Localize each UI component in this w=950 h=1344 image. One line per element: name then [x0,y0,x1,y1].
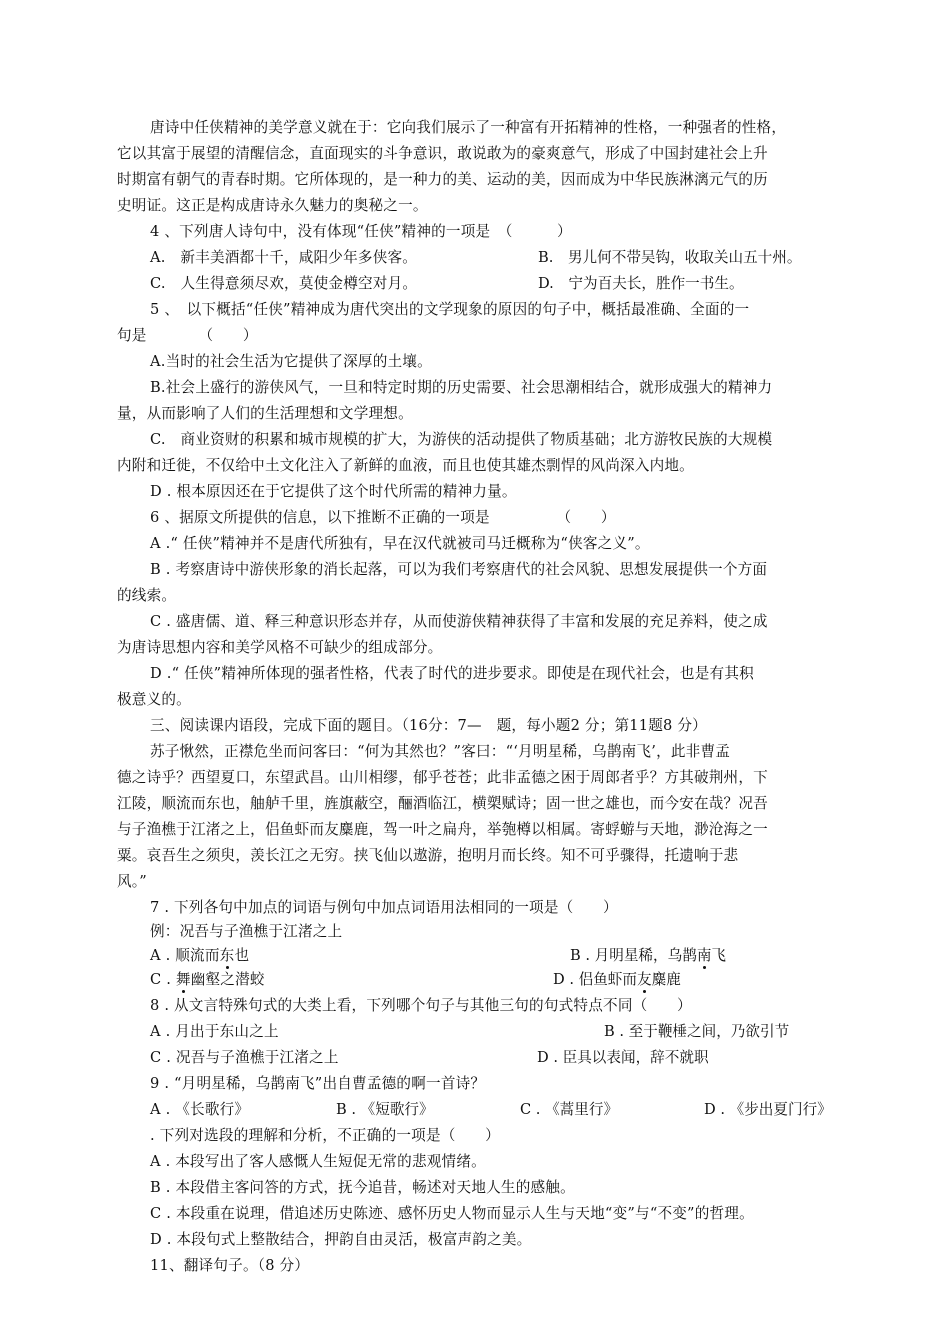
excerpt-line: 苏子愀然，正襟危坐而问客曰：“何为其然也？”客曰：“‘月明星稀，乌鹊南飞’，此非曹孟 [150,743,731,760]
q7-stem: 7 . 下列各句中加点的词语与例句中加点词语用法相同的一项是（ ） [150,899,618,916]
excerpt-line: 江陵，顺流而东也，舳舻千里，旌旗蔽空，酾酒临江，横槊赋诗；固一世之雄也，而今安在哉？况吾 [117,795,768,812]
excerpt-line: 与子渔樵于江渚之上，侣鱼虾而友麋鹿，驾一叶之扁舟，举匏樽以相属。寄蜉蝣与天地，渺沧海之一 [117,821,768,838]
q4-option-b: B. 男儿何不带吴钩，收取关山五十州。 [538,249,802,266]
q6-stem: 6 、据原文所提供的信息，以下推断不正确的一项是 （ ） [150,509,616,526]
passage-line: 史明证。这正是构成唐诗永久魅力的奥秘之一。 [117,197,428,214]
q4-stem: 4 、下列唐人诗句中，没有体现“任侠”精神的一项是 （ ） [150,223,572,240]
q6-option-c: 为唐诗思想内容和美学风格不可缺少的组成部分。 [117,639,443,656]
option-text: D . 侣鱼虾而 [553,971,637,988]
q10-option-b: B . 本段借主客问答的方式，抚今追昔，畅述对天地人生的感触。 [150,1179,575,1196]
option-text: A . 顺流而 [150,947,220,964]
q7-example: 例：况吾与子渔樵于江渚之上 [150,923,343,940]
q5-stem: 句是 （ ） [117,327,258,344]
q9-stem: 9 . “月明星稀，乌鹊南飞”出自曹孟德的啊一首诗？ [150,1075,486,1092]
option-text: 麋鹿 [651,971,681,988]
passage-line: 它以其富于展望的清醒信念，直面现实的斗争意识，敢说敢为的豪爽意气，形成了中国封建社会上升 [117,145,768,162]
q5-stem: 5 、 以下概括“任侠”精神成为唐代突出的文学现象的原因的句子中，概括最准确、全面的一 [150,301,750,318]
excerpt-line: 德之诗乎？西望夏口，东望武昌。山川相缪，郁乎苍苍；此非孟德之困于周郎者乎？方其破荆州，下 [117,769,768,786]
option-text: 也 [234,947,250,964]
option-text: 幽壑之潜蛟 [190,971,265,988]
passage-line: 时期富有朝气的青春时期。它所体现的，是一种力的美、运动的美，因而成为中华民族淋漓元气的历 [117,171,768,188]
q7-option-c [150,970,265,990]
q7-option-a [150,946,249,966]
q7-option-b [570,946,726,966]
option-text: B . 月明星稀，乌鹊 [570,947,697,964]
q9-option-a: A . 《长歌行》 [150,1101,250,1118]
dotted-word: 东 [219,947,235,964]
q4-option-a: A. 新丰美酒都十千，咸阳少年多侠客。 [150,249,418,266]
q8-option-c: C . 况吾与子渔樵于江渚之上 [150,1049,339,1066]
q8-stem: 8 . 从文言特殊句式的大类上看，下列哪个句子与其他三句的句式特点不同（ ） [150,997,692,1014]
q6-option-c: C . 盛唐儒、道、释三种意识形态并存，从而使游侠精神获得了丰富和发展的充足养料，使之成 [150,613,768,630]
excerpt-line: 粟。哀吾生之须臾，羡长江之无穷。挟飞仙以遨游，抱明月而长终。知不可乎骤得，托遗响于悲 [117,847,739,864]
passage-line: 唐诗中任侠精神的美学意义就在于：它向我们展示了一种富有开拓精神的性格，一种强者的性格， [150,119,787,136]
q8-option-d: D . 臣具以表闻，辞不就职 [537,1049,709,1066]
dotted-word: 友 [637,971,652,988]
q6-option-a: A .“ 任侠”精神并不是唐代所独有，早在汉代就被司马迁概称为“侠客之义”。 [150,535,650,552]
q8-option-a: A . 月出于东山之上 [150,1023,279,1040]
option-text: C . [150,971,176,988]
q10-option-d: D . 本段句式上整散结合，押韵自由灵活，极富声韵之美。 [150,1231,532,1248]
q11-stem: 11、翻译句子。（8 分） [150,1257,310,1274]
q10-option-a: A . 本段写出了客人感慨人生短促无常的悲观情绪。 [150,1153,486,1170]
q5-option-c: C. 商业资财的积累和城市规模的扩大，为游侠的活动提供了物质基础；北方游牧民族的大规模 [150,431,773,448]
q9-option-d: D . 《步出夏门行》 [704,1101,832,1118]
q6-option-b: 的线索。 [117,587,177,604]
q5-option-c: 内附和迁徙，不仅给中土文化注入了新鲜的血液，而且也使其雄杰剽悍的风尚深入内地。 [117,457,694,474]
q5-option-b: B.社会上盛行的游侠风气，一旦和特定时期的历史需要、社会思潮相结合，就形成强大的精神力 [150,379,773,396]
q6-option-d: 极意义的。 [117,691,191,708]
q5-option-d: D . 根本原因还在于它提供了这个时代所需的精神力量。 [150,483,517,500]
q9-option-b: B . 《短歌行》 [336,1101,434,1118]
q10-option-c: C . 本段重在说理，借追述历史陈迹、感怀历史人物而显示人生与天地“变”与“不变”的哲理。 [150,1205,754,1222]
q5-option-b: 量，从而影响了人们的生活理想和文学理想。 [117,405,413,422]
q10-stem: . 下列对选段的理解和分析，不正确的一项是（ ） [150,1127,500,1144]
q8-option-b: B . 至于鞭棰之间，乃欲引节 [604,1023,790,1040]
q6-option-d: D .“ 任侠”精神所体现的强者性格，代表了时代的进步要求。即使是在现代社会，也是有其积 [150,665,754,682]
q5-option-a: A.当时的社会生活为它提供了深厚的土壤。 [150,353,432,370]
option-text: 飞 [711,947,727,964]
q9-option-c: C . 《蒿里行》 [520,1101,619,1118]
q4-option-c: C. 人生得意须尽欢，莫使金樽空对月。 [150,275,418,292]
dotted-word: 南 [696,947,712,964]
dotted-word: 舞 [175,971,191,988]
excerpt-line: 风。” [117,873,147,890]
q6-option-b: B . 考察唐诗中游侠形象的消长起落，可以为我们考察唐代的社会风貌、思想发展提供一个方面 [150,561,768,578]
section-heading: 三、阅读课内语段，完成下面的题目。（16分：7— 题，每小题2 分；第11题8 分） [150,717,707,734]
q4-option-d: D. 宁为百夫长，胜作一书生。 [538,275,744,292]
q7-option-d [553,970,681,990]
